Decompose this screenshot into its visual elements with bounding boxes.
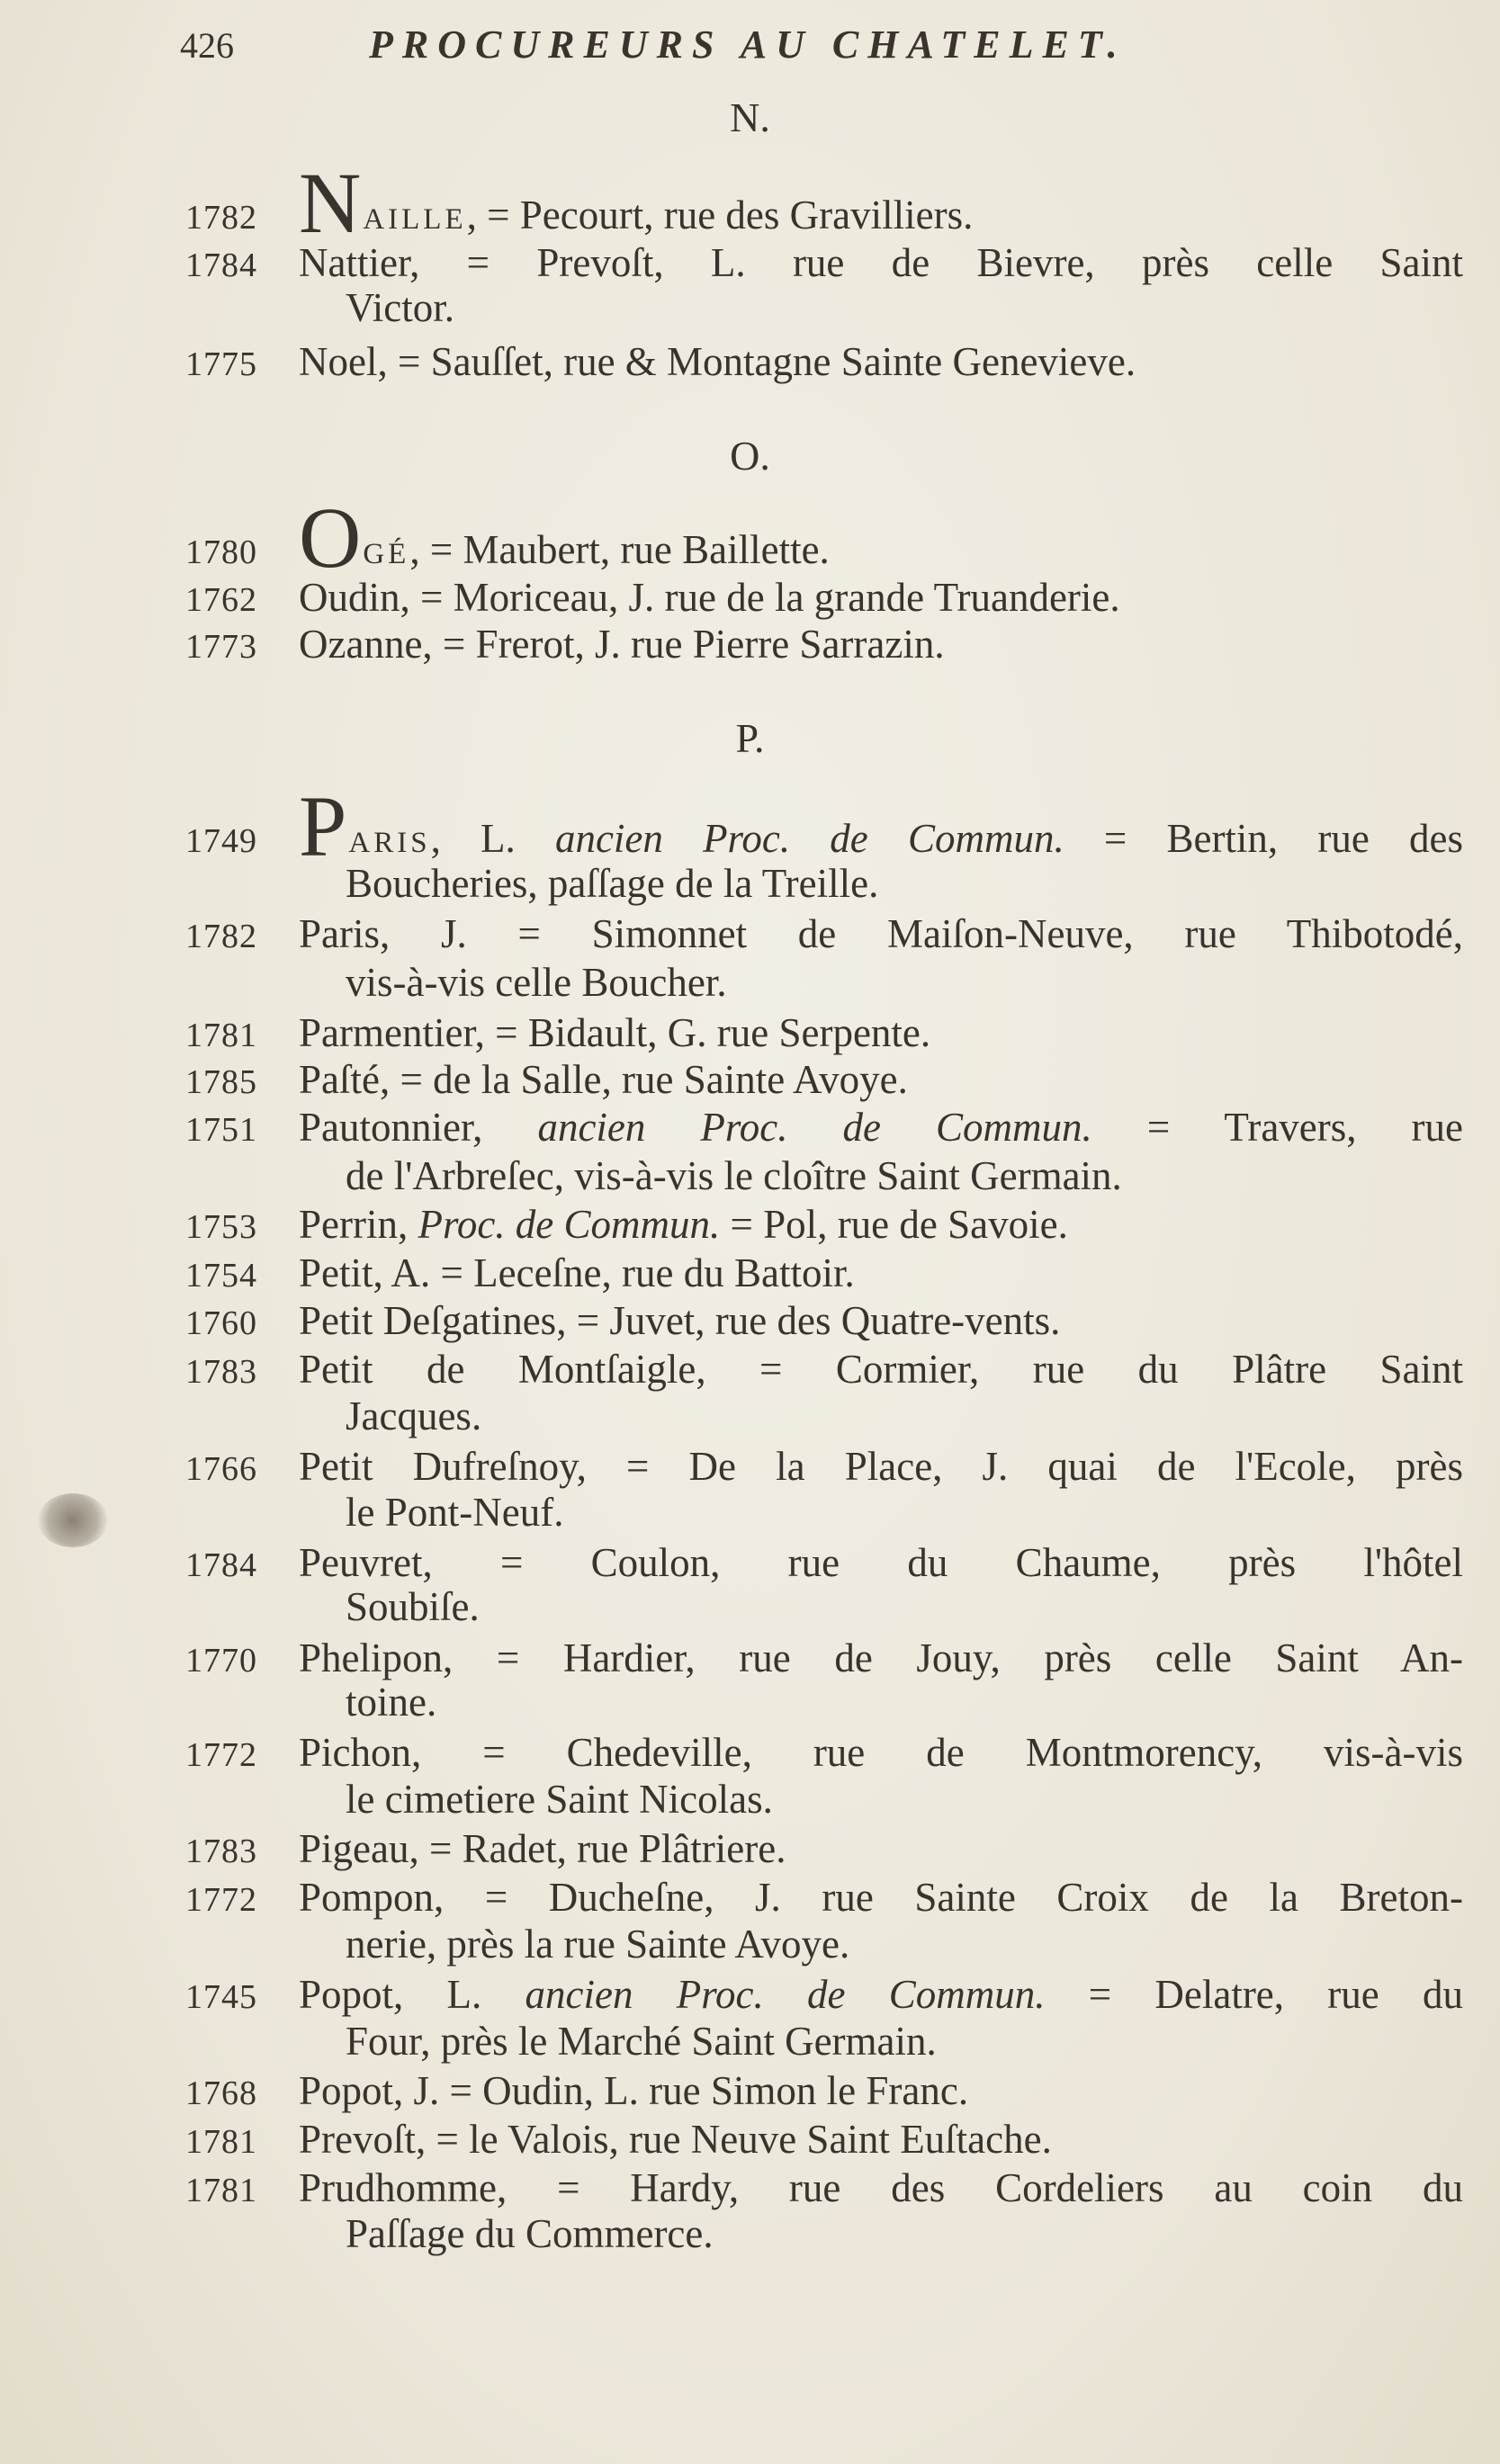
entry-text: Pompon, = Ducheſne, J. rue Sainte Croix de la Breton-: [299, 1875, 1463, 1920]
entry-text: Soubiſe.: [346, 1584, 480, 1629]
entry: [185, 2064, 1463, 2118]
ink-stain: [38, 1493, 108, 1547]
entry-year: 1783: [185, 1353, 257, 1391]
entry-continuation: [185, 2207, 1500, 2261]
entry: [185, 570, 1463, 624]
entry: [185, 617, 1463, 671]
entry-year: 1784: [185, 1546, 257, 1584]
entry-text: Paſſage du Commerce.: [346, 2211, 714, 2256]
entry: [185, 1246, 1463, 1300]
entry-text: Prudhomme, = Hardy, rue des Cordeliers au coin du: [299, 2165, 1463, 2210]
entry-continuation: [185, 281, 1500, 335]
entry: [185, 1870, 1463, 1924]
entry-text: de l'Arbreſec, vis-à-vis le cloître Saint Germain.: [346, 1153, 1122, 1198]
entry-continuation: [185, 2014, 1500, 2068]
section-letter: P.: [735, 715, 765, 761]
entry-text: Paris, J. = Simonnet de Maiſon-Neuve, rue Thibotodé,: [299, 911, 1463, 956]
entry-year: 1766: [185, 1450, 257, 1488]
entry-text: Parmentier, = Bidault, G. rue Serpente.: [299, 1010, 931, 1055]
section-letter: N.: [730, 94, 770, 140]
entry-text: nerie, près la rue Sainte Avoye.: [346, 1922, 850, 1967]
entry: [185, 335, 1463, 389]
entry-continuation: [185, 1772, 1500, 1826]
drop-cap: P: [299, 778, 347, 874]
entry-text: AILLE: [363, 203, 467, 236]
entry-text: Nattier, = Prevoſt, L. rue de Bievre, près celle Saint: [299, 240, 1463, 285]
entry-year: 1753: [185, 1208, 257, 1246]
entry-text: Victor.: [346, 285, 455, 330]
entry-continuation: [185, 1675, 1500, 1729]
entry-title-note: ancien Proc. de Commun.: [537, 1105, 1092, 1150]
entry: [185, 1342, 1463, 1396]
drop-cap: N: [299, 155, 362, 251]
entry-text: Popot, J. = Oudin, L. rue Simon le Franc.: [299, 2068, 969, 2113]
entry-year: 1772: [185, 1881, 257, 1919]
entry: [185, 1294, 1463, 1348]
entry: [185, 1100, 1463, 1154]
entry-continuation: [185, 955, 1500, 1009]
entry-text: Paſté, = de la Salle, rue Sainte Avoye.: [299, 1057, 908, 1102]
entry-year: 1781: [185, 2172, 257, 2209]
page-title: PROCUREURS AU CHATELET.: [369, 22, 1127, 67]
entry-text: Pigeau, = Radet, rue Plâtriere.: [299, 1826, 786, 1871]
entry-year: 1749: [185, 822, 257, 860]
entry: [185, 1967, 1463, 2021]
entry-text: Boucheries, paſſage de la Treille.: [346, 861, 879, 906]
entry-continuation: [185, 1580, 1500, 1634]
entry-year: 1754: [185, 1257, 257, 1295]
entry-text: Phelipon, = Hardier, rue de Jouy, près celle Saint An-: [299, 1635, 1463, 1680]
entry-title-note: Proc. de Commun.: [418, 1202, 721, 1247]
entry-year: 1770: [185, 1642, 257, 1680]
entry-text: Pautonnier,: [299, 1105, 538, 1150]
entry-year: 1773: [185, 628, 257, 666]
entry-text: = Bertin, rue des: [1064, 816, 1463, 861]
section-letter: O.: [730, 433, 770, 479]
entry-text: = Pol, rue de Savoie.: [720, 1202, 1068, 1247]
entry-text: Oudin, = Moriceau, J. rue de la grande Truanderie.: [299, 575, 1120, 620]
entry-year: 1745: [185, 1978, 257, 2016]
entry-year: 1760: [185, 1304, 257, 1342]
page-number: 426: [180, 25, 234, 66]
entry-text: vis-à-vis celle Boucher.: [346, 960, 727, 1005]
entry: [185, 1197, 1463, 1251]
entry-text: Peuvret, = Coulon, rue du Chaume, près l'hôtel: [299, 1540, 1463, 1585]
entry-year: 1783: [185, 1832, 257, 1870]
entry-continuation: [185, 1917, 1500, 1971]
entry-text: = Delatre, rue du: [1045, 1972, 1463, 2017]
entry-text: , = Maubert, rue Baillette.: [409, 527, 830, 572]
entry-text: le cimetiere Saint Nicolas.: [346, 1777, 773, 1822]
entry-year: 1785: [185, 1063, 257, 1101]
entry-text: , = Pecourt, rue des Gravilliers.: [466, 193, 974, 237]
entry-text: ARIS: [348, 827, 431, 859]
drop-cap: O: [299, 489, 362, 586]
entry-continuation: [185, 1149, 1500, 1203]
running-header: [180, 18, 1350, 72]
entry-year: 1784: [185, 246, 257, 284]
entry-continuation: [185, 1485, 1500, 1539]
entry-year: 1782: [185, 918, 257, 955]
entry-year: 1781: [185, 2123, 257, 2161]
entry-year: 1768: [185, 2074, 257, 2112]
entry-continuation: [185, 1389, 1500, 1443]
entry-text: Prevoſt, = le Valois, rue Neuve Saint Euſtache.: [299, 2117, 1052, 2162]
entry: [185, 1822, 1463, 1876]
entry-text: Petit Dufreſnoy, = De la Place, J. quai de l'Ecole, près: [299, 1444, 1463, 1489]
entry-text: le Pont-Neuf.: [346, 1490, 564, 1535]
entry-year: 1762: [185, 581, 257, 619]
entry-text: Jacques.: [346, 1393, 482, 1438]
entry-text: Pichon, = Chedeville, rue de Montmorency, vis-à-vis: [299, 1730, 1463, 1775]
entry-title-note: ancien Proc. de Commun.: [554, 816, 1064, 861]
entry-text: Noel, = Sauſſet, rue & Montagne Sainte Genevieve.: [299, 339, 1136, 384]
entry: [185, 1725, 1463, 1779]
entry: [185, 1006, 1463, 1060]
entry-year: 1772: [185, 1736, 257, 1774]
entry-continuation: [185, 856, 1500, 910]
entry: [185, 778, 1463, 874]
entry-text: Popot, L.: [299, 1972, 525, 2017]
entry-year: 1782: [185, 199, 257, 237]
entry-title-note: ancien Proc. de Commun.: [525, 1972, 1046, 2017]
entry-year: 1751: [185, 1111, 257, 1149]
entry-text: Four, près le Marché Saint Germain.: [346, 2019, 937, 2064]
entry-year: 1781: [185, 1017, 257, 1054]
entry-text: toine.: [346, 1680, 437, 1725]
entry-text: , L.: [430, 816, 555, 861]
entry-text: Petit Deſgatines, = Juvet, rue des Quatre-vents.: [299, 1298, 1061, 1343]
entry: [185, 155, 1463, 251]
entry-text: GÉ: [363, 538, 410, 570]
entry-text: Ozanne, = Frerot, J. rue Pierre Sarrazin.: [299, 622, 945, 667]
entry-text: Perrin,: [299, 1202, 418, 1247]
entry: [185, 2112, 1463, 2166]
entry-text: = Travers, rue: [1091, 1105, 1463, 1150]
entry-year: 1780: [185, 533, 257, 571]
entry-text: Petit, A. = Leceſne, rue du Battoir.: [299, 1250, 855, 1295]
entry-year: 1775: [185, 345, 257, 383]
entry: [185, 1053, 1463, 1107]
entry: [185, 489, 1463, 586]
entry: [185, 907, 1463, 961]
entry-text: Petit de Montſaigle, = Cormier, rue du Plâtre Saint: [299, 1347, 1463, 1392]
